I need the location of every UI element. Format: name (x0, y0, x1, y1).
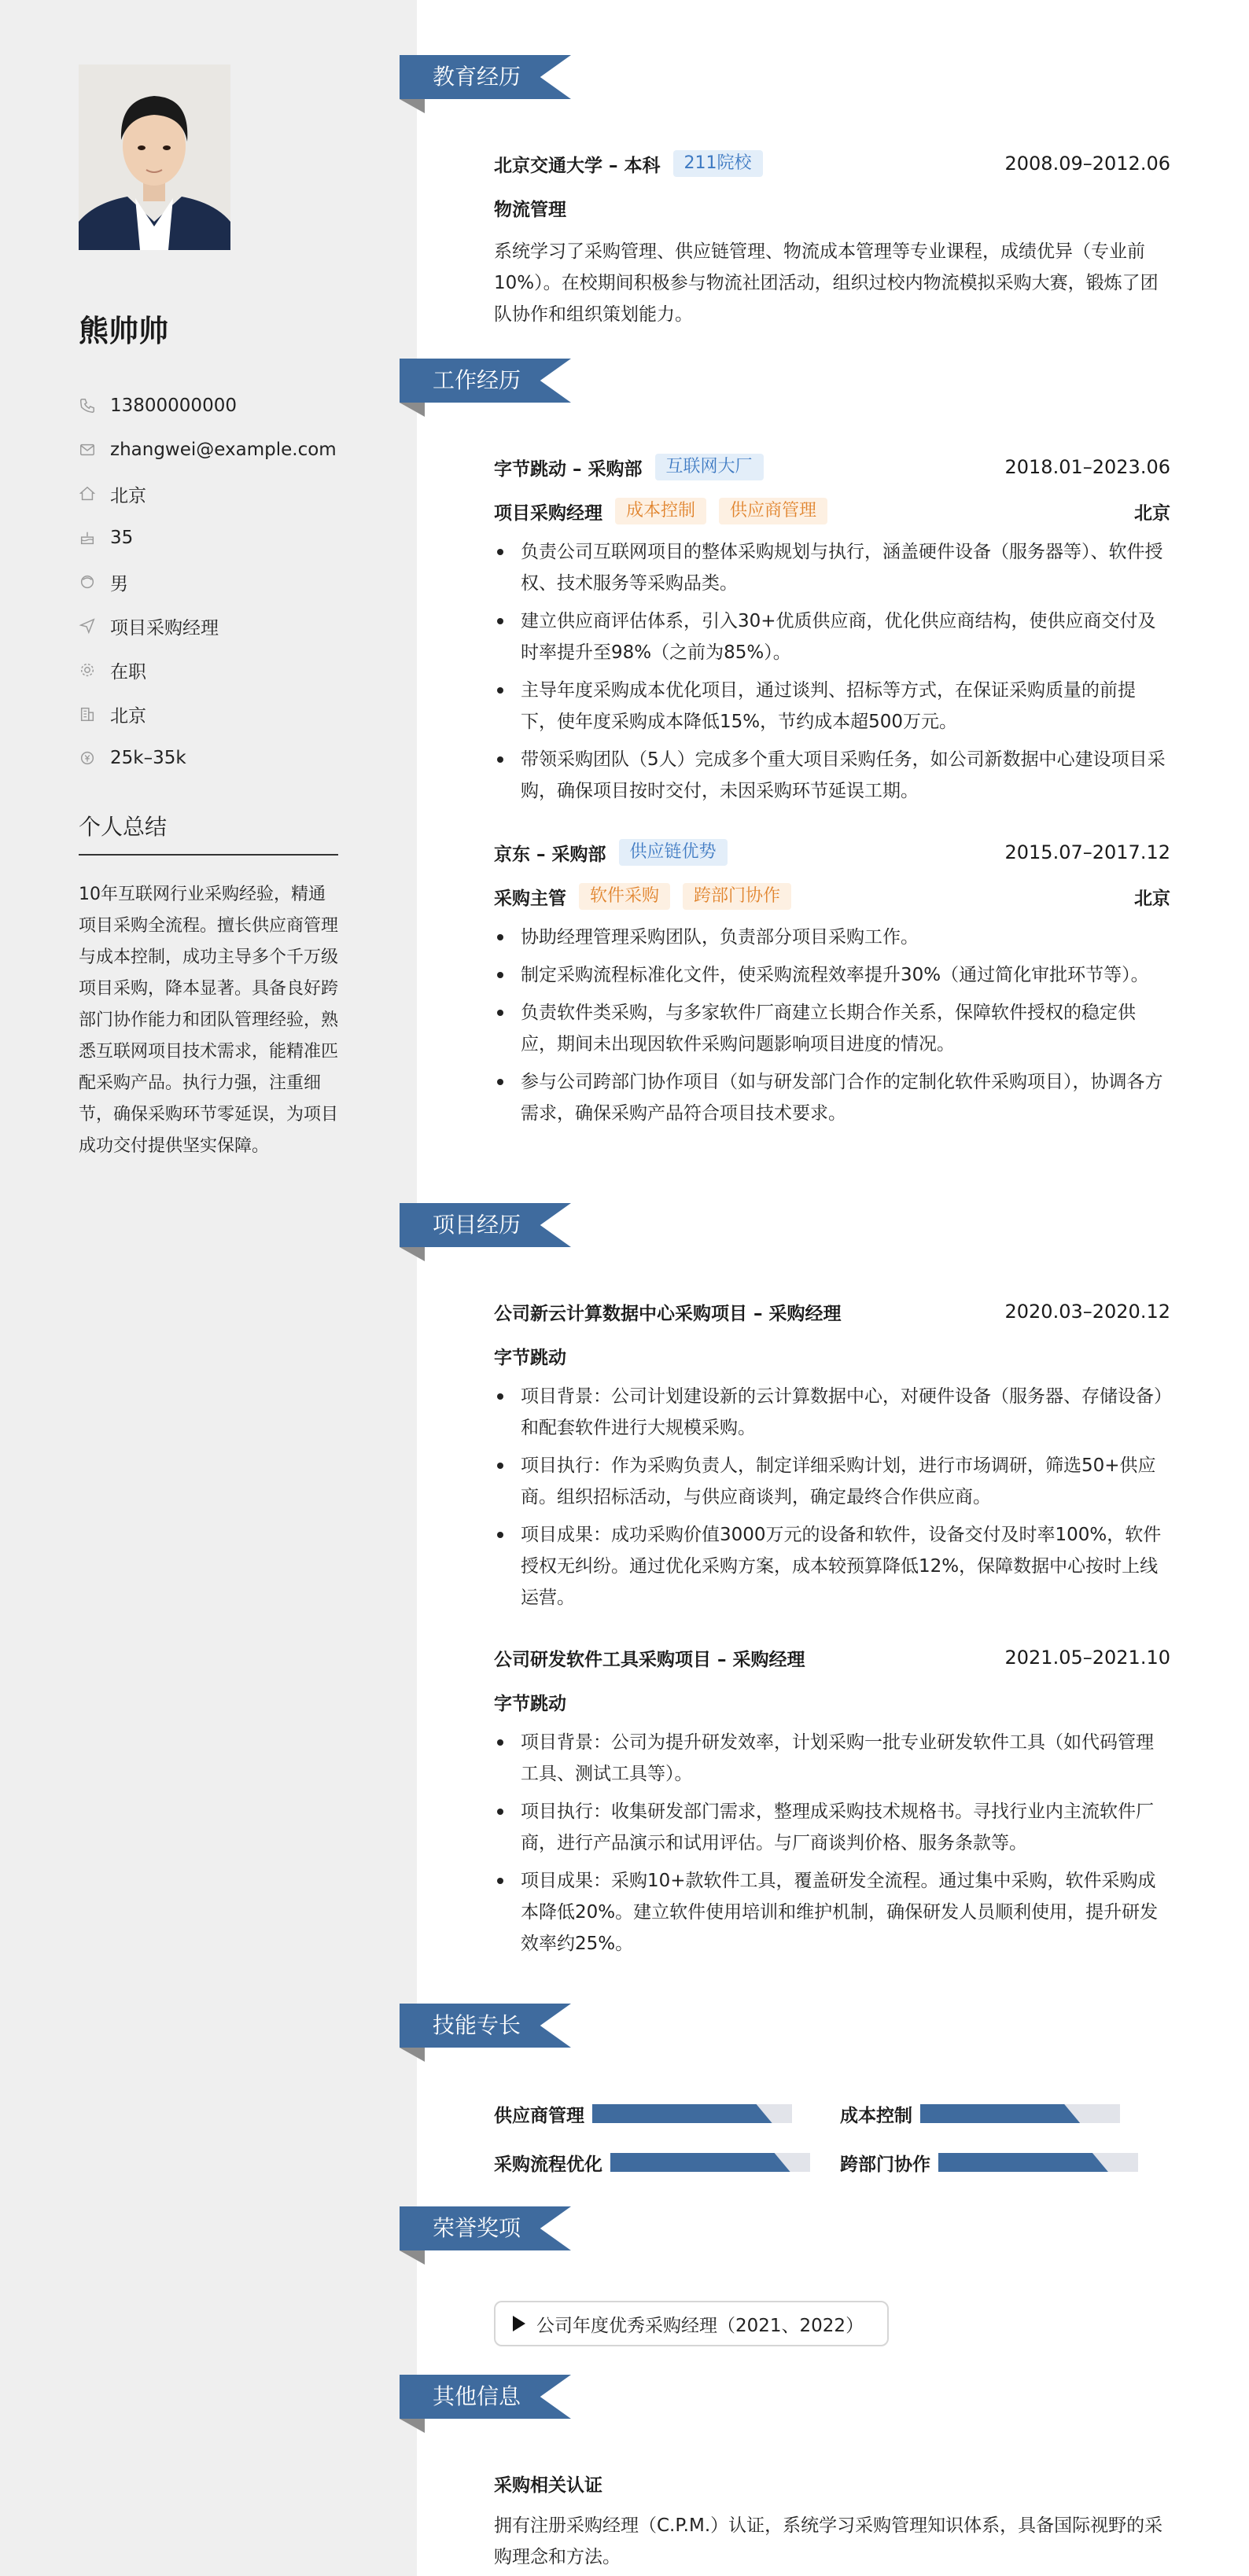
project-title: 公司新云计算数据中心采购项目 – 采购经理 (494, 1303, 842, 1324)
section-title-work: 工作经历 (433, 367, 521, 393)
status-text: 在职 (110, 661, 146, 683)
summary-text: 10年互联网行业采购经验，精通项目采购全流程。擅长供应商管理与成本控制，成功主导多个千万级项目采购，降本显著。具备良好跨部门协作能力和团队管理经验，熟悉互联网项目技术需求，能精准匹配采购产品。执行力强，注重细节，确保采购环节零延误，为项目成功交付提供坚实保障。 (79, 885, 339, 1156)
other-block (494, 2467, 1170, 2573)
list-item: 负责软件类采购，与多家软件厂商建立长期合作关系，保障软件授权的稳定供应，期间未出现因软件采购问题影响项目进度的情况。 (494, 997, 1170, 1060)
portrait-image (79, 64, 230, 250)
list-item: 主导年度采购成本优化项目，通过谈判、招标等方式，在保证采购质量的前提下，使年度采购成本降低15%，节约成本超500万元。 (494, 675, 1170, 738)
project-bullets (494, 1727, 1170, 1960)
list-item: 项目背景：公司计划建设新的云计算数据中心，对硬件设备（服务器、存储设备）和配套软件进行大规模采购。 (494, 1381, 1170, 1444)
position-text: 项目采购经理 (110, 617, 219, 638)
skill-bar (938, 2153, 1138, 2172)
section-header-skills (400, 2004, 573, 2062)
skill-bar (592, 2104, 792, 2123)
age-text: 35 (110, 528, 134, 548)
play-triangle-icon (513, 2316, 525, 2331)
list-item: 协助经理管理采购团队，负责部分项目采购工作。 (494, 922, 1170, 953)
send-icon (79, 617, 96, 635)
skill-item (494, 2098, 792, 2129)
phone-icon (79, 397, 96, 414)
company-tag: 互联网大厂 (655, 454, 764, 480)
work-date: 2018.01–2023.06 (1004, 456, 1170, 478)
gender-icon (79, 573, 96, 591)
email-text: zhangwei@example.com (110, 440, 337, 460)
info-position (79, 604, 378, 648)
section-header-other (400, 2375, 573, 2433)
skill-bar (920, 2104, 1120, 2123)
job-role: 采购主管 (494, 888, 566, 909)
skill-name: 供应商管理 (494, 2105, 584, 2126)
info-phone (79, 384, 378, 428)
skill-name: 跨部门协作 (840, 2154, 930, 2175)
certification-title: 采购相关认证 (494, 2475, 602, 2496)
section-title-education: 教育经历 (433, 64, 521, 90)
profile-name: 熊帅帅 (79, 314, 169, 348)
education-date: 2008.09–2012.06 (1004, 153, 1170, 175)
info-email (79, 428, 378, 472)
section-title-honors: 荣誉奖项 (433, 2215, 521, 2241)
skill-bar (610, 2153, 810, 2172)
gender-text: 男 (110, 573, 128, 594)
section-title-other: 其他信息 (433, 2383, 521, 2409)
project-date: 2021.05–2021.10 (1004, 1647, 1170, 1669)
profile-photo (79, 64, 230, 250)
work-location: 北京 (1134, 502, 1170, 524)
mail-icon (79, 441, 96, 458)
work-location: 北京 (1134, 888, 1170, 909)
section-header-education (400, 55, 573, 113)
role-tag: 供应商管理 (719, 498, 827, 524)
list-item: 建立供应商评估体系，引入30+优质供应商，优化供应商结构，使供应商交付及时率提升至98%（之前为85%）。 (494, 605, 1170, 668)
work-date: 2015.07–2017.12 (1004, 841, 1170, 863)
skill-name: 成本控制 (840, 2105, 912, 2126)
project-date: 2020.03–2020.12 (1004, 1301, 1170, 1323)
info-age (79, 516, 378, 560)
job-role: 项目采购经理 (494, 502, 602, 524)
skill-item (840, 2098, 1120, 2129)
salary-text: 25k–35k (110, 748, 186, 768)
skill-bar-fill (592, 2104, 772, 2123)
coin-icon (79, 749, 96, 767)
project-org: 字节跳动 (494, 1347, 566, 1368)
list-item: 项目成果：成功采购价值3000万元的设备和软件，设备交付及时率100%，软件授权无纠纷。通过优化采购方案，成本较预算降低12%，保障数据中心按时上线运营。 (494, 1519, 1170, 1614)
list-item: 带领采购团队（5人）完成多个重大项目采购任务，如公司新数据中心建设项目采购，确保项目按时交付，未因采购环节延误工期。 (494, 744, 1170, 807)
info-status (79, 648, 378, 692)
section-header-project (400, 1203, 573, 1261)
city-text: 北京 (110, 705, 146, 727)
building-icon (79, 705, 96, 723)
list-item: 项目背景：公司为提升研发效率，计划采购一批专业研发软件工具（如代码管理工具、测试工具等）。 (494, 1727, 1170, 1790)
summary-title: 个人总结 (79, 810, 338, 856)
list-item: 项目执行：作为采购负责人，制定详细采购计划，进行市场调研，筛选50+供应商。组织招标活动，与供应商谈判，确定最终合作供应商。 (494, 1450, 1170, 1513)
sidebar (0, 0, 417, 2576)
project-item (494, 1296, 1170, 1620)
phone-text: 13800000000 (110, 396, 237, 416)
info-salary (79, 736, 378, 780)
role-tag: 成本控制 (615, 498, 706, 524)
award-item[interactable] (494, 2301, 889, 2346)
contact-info-list (79, 384, 378, 780)
project-title: 公司研发软件工具采购项目 – 采购经理 (494, 1649, 805, 1670)
company-name: 字节跳动 – 采购部 (494, 458, 643, 480)
project-item (494, 1642, 1170, 1966)
company-tag: 供应链优势 (619, 839, 728, 866)
skill-bar-fill (920, 2104, 1080, 2123)
info-city (79, 692, 378, 736)
work-bullets (494, 536, 1170, 807)
skill-item (840, 2147, 1138, 2178)
info-gender (79, 560, 378, 604)
skill-name: 采购流程优化 (494, 2154, 602, 2175)
location-text: 北京 (110, 485, 146, 506)
section-header-work (400, 359, 573, 417)
company-name: 京东 – 采购部 (494, 844, 606, 865)
list-item: 参与公司跨部门协作项目（如与研发部门合作的定制化软件采购项目），协调各方需求，确保采购产品符合项目技术要求。 (494, 1066, 1170, 1129)
list-item: 制定采购流程标准化文件，使采购流程效率提升30%（通过简化审批环节等）。 (494, 959, 1170, 991)
work-item (494, 837, 1170, 1135)
info-location (79, 472, 378, 516)
role-tag: 软件采购 (579, 883, 670, 910)
skill-bar-fill (610, 2153, 790, 2172)
school-tag: 211院校 (673, 150, 763, 177)
school-name: 北京交通大学 – 本科 (494, 155, 661, 176)
list-item: 项目执行：收集研发部门需求，整理成采购技术规格书。寻找行业内主流软件厂商，进行产品演示和试用评估。与厂商谈判价格、服务条款等。 (494, 1796, 1170, 1859)
work-bullets (494, 922, 1170, 1129)
section-title-project: 项目经历 (433, 1212, 521, 1238)
role-tag: 跨部门协作 (683, 883, 791, 910)
major-name: 物流管理 (494, 199, 566, 220)
cake-icon (79, 529, 96, 546)
gear-icon (79, 661, 96, 679)
work-item (494, 451, 1170, 813)
project-org: 字节跳动 (494, 1693, 566, 1714)
list-item: 项目成果：采购10+款软件工具，覆盖研发全流程。通过集中采购，软件采购成本降低20%。建立软件使用培训和维护机制，确保研发人员顺利使用，提升研发效率约25%。 (494, 1865, 1170, 1960)
section-header-honors (400, 2206, 573, 2265)
education-block (494, 148, 1170, 330)
skill-item (494, 2147, 810, 2178)
certification-text: 拥有注册采购经理（C.P.M.）认证，系统学习采购管理知识体系，具备国际视野的采购理念和方法。 (494, 2515, 1163, 2567)
education-desc: 系统学习了采购管理、供应链管理、物流成本管理等专业课程，成绩优异（专业前10%）。在校期间积极参与物流社团活动，组织过校内物流模拟采购大赛，锻炼了团队协作和组织策划能力。 (494, 241, 1159, 325)
list-item: 负责公司互联网项目的整体采购规划与执行，涵盖硬件设备（服务器等）、软件授权、技术服务等采购品类。 (494, 536, 1170, 599)
home-icon (79, 485, 96, 502)
section-title-skills: 技能专长 (433, 2012, 521, 2038)
skill-bar-fill (938, 2153, 1108, 2172)
project-bullets (494, 1381, 1170, 1614)
award-text: 公司年度优秀采购经理（2021、2022） (536, 2315, 864, 2336)
